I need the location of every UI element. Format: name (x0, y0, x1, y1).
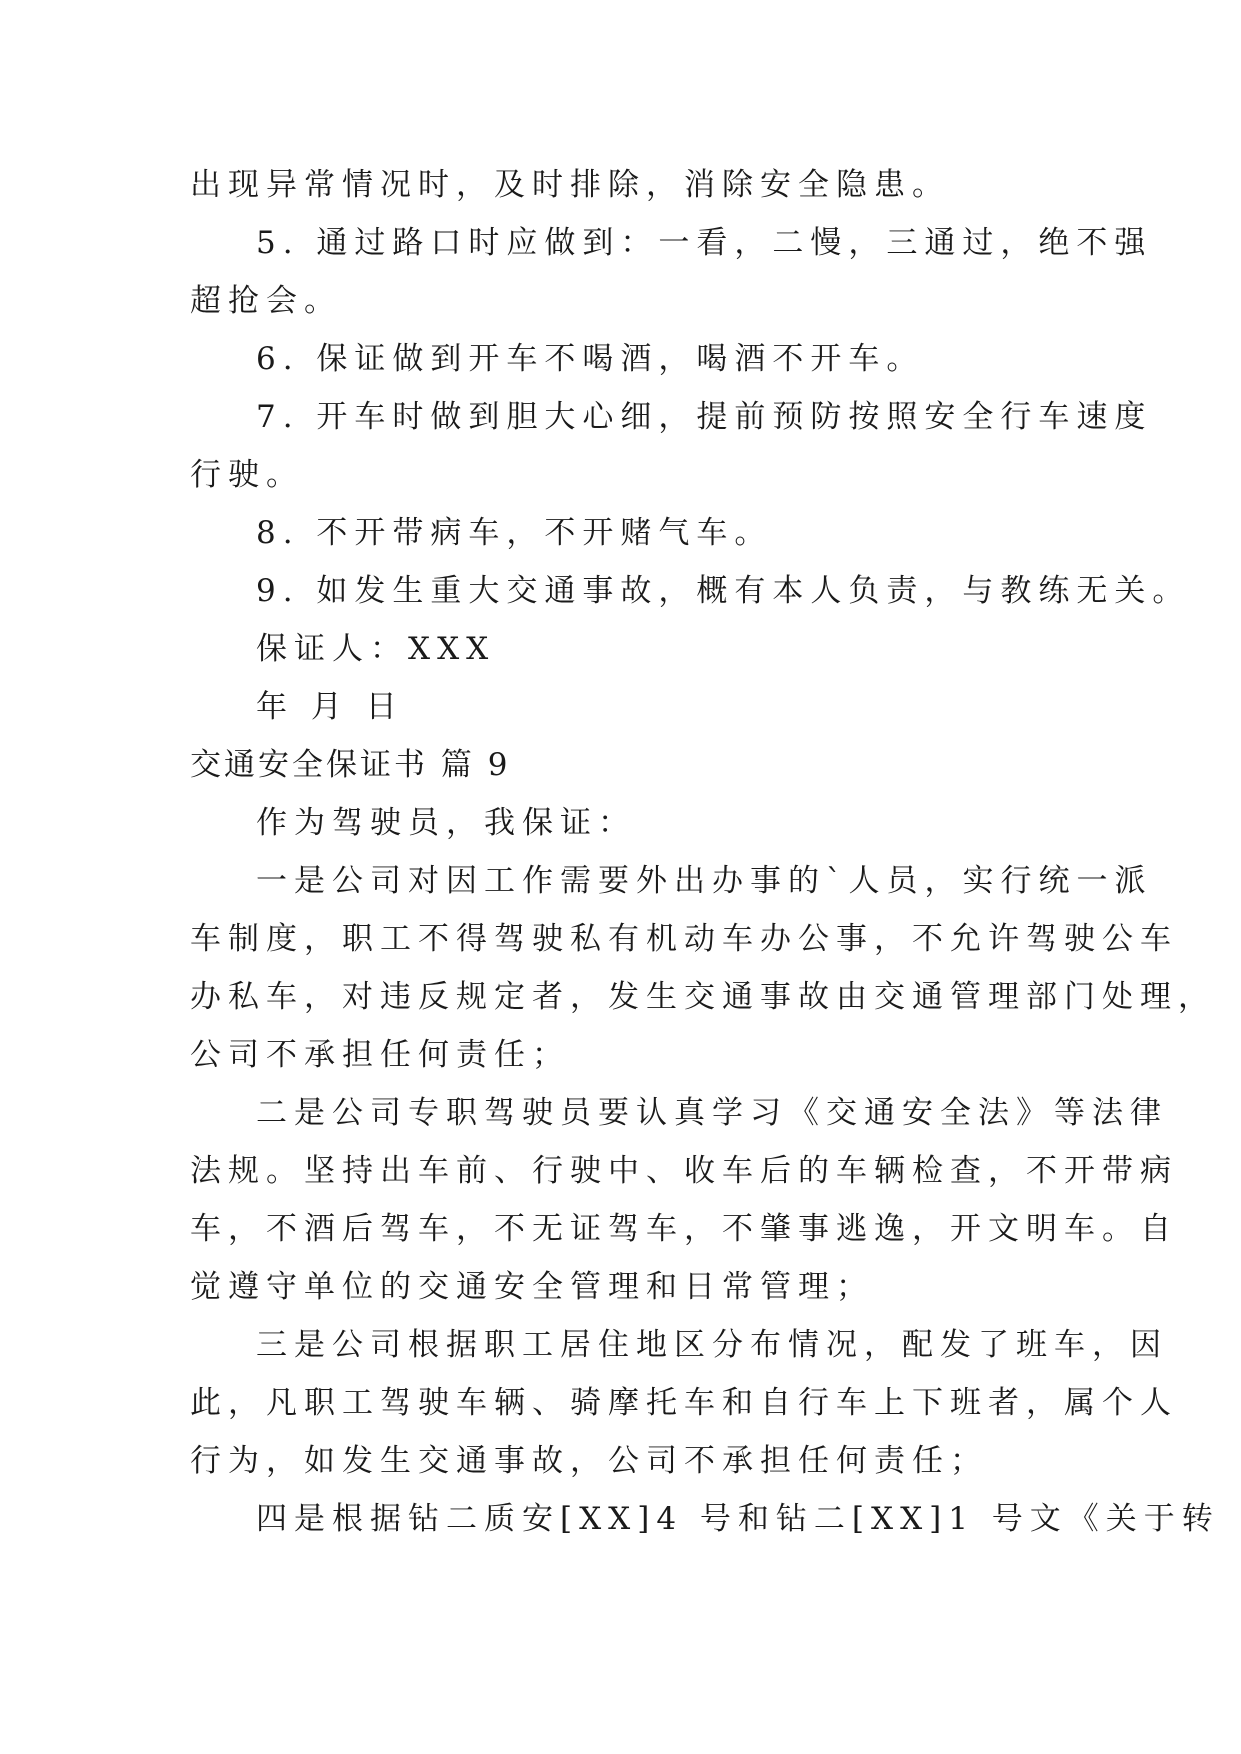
paragraph-line: 车制度，职工不得驾驶私有机动车办公事，不允许驾驶公车 (190, 921, 1178, 957)
paragraph-line: 作为驾驶员，我保证： (256, 805, 636, 841)
paragraph-line: 办私车，对违反规定者，发生交通事故由交通管理部门处理， (190, 979, 1216, 1015)
paragraph-line: 四是根据钻二质安[XX]4 号和钻二[XX]1 号文《关于转 (256, 1501, 1220, 1537)
paragraph-line: 超抢会。 (190, 283, 342, 319)
paragraph-line: 二是公司专职驾驶员要认真学习《交通安全法》等法律 (256, 1095, 1168, 1131)
list-item-9: 9. 如发生重大交通事故，概有本人负责，与教练无关。 (256, 573, 1191, 609)
paragraph-line: 车，不酒后驾车，不无证驾车，不肇事逃逸，开文明车。自 (190, 1211, 1178, 1247)
section-heading: 交通安全保证书 篇 9 (190, 747, 511, 783)
paragraph-line: 出现异常情况时，及时排除，消除安全隐患。 (190, 167, 950, 203)
list-item-5: 5. 通过路口时应做到：一看，二慢，三通过，绝不强 (256, 225, 1153, 261)
paragraph-line: 觉遵守单位的交通安全管理和日常管理； (190, 1269, 874, 1305)
paragraph-line: 一是公司对因工作需要外出办事的`人员，实行统一派 (256, 863, 1153, 899)
list-item-7: 7. 开车时做到胆大心细，提前预防按照安全行车速度 (256, 399, 1153, 435)
paragraph-line: 三是公司根据职工居住地区分布情况，配发了班车，因 (256, 1327, 1168, 1363)
list-item-6: 6. 保证做到开车不喝酒，喝酒不开车。 (256, 341, 925, 377)
paragraph-line: 公司不承担任何责任； (190, 1037, 570, 1073)
paragraph-line: 行驶。 (190, 457, 304, 493)
paragraph-line: 行为，如发生交通事故，公司不承担任何责任； (190, 1443, 988, 1479)
paragraph-line: 此，凡职工驾驶车辆、骑摩托车和自行车上下班者，属个人 (190, 1385, 1178, 1421)
paragraph-line: 法规。坚持出车前、行驶中、收车后的车辆检查，不开带病 (190, 1153, 1178, 1189)
date-line: 年 月 日 (256, 689, 404, 725)
list-item-8: 8. 不开带病车，不开赌气车。 (256, 515, 773, 551)
guarantor-line: 保证人：XXX (256, 631, 496, 667)
